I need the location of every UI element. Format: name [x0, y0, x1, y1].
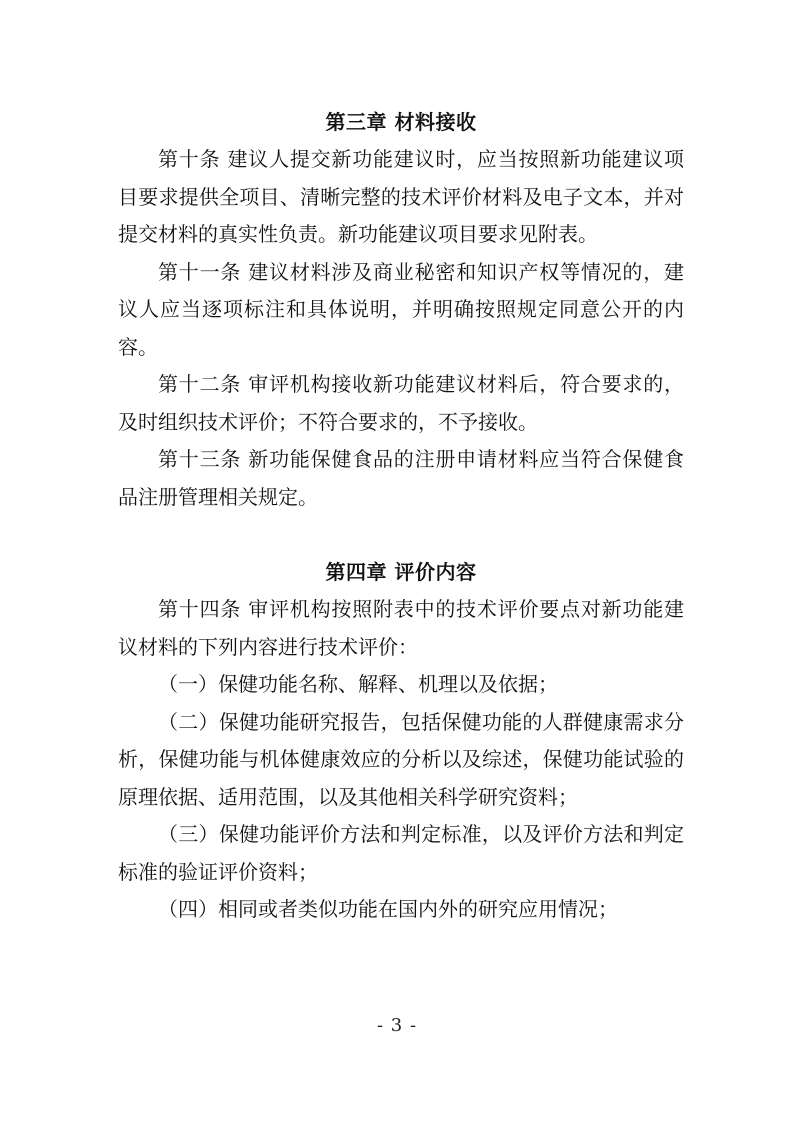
- article-11: 第十一条 建议材料涉及商业秘密和知识产权等情况的，建议人应当逐项标注和具体说明，并明确按照规定同意公开的内容。: [118, 259, 684, 359]
- item-2: （二）保健功能研究报告，包括保健功能的人群健康需求分析，保健功能与机体健康效应的分析以及综述，保健功能试验的原理依据、适用范围，以及其他相关科学研究资料；: [118, 709, 684, 809]
- item-3: （三）保健功能评价方法和判定标准，以及评价方法和判定标准的验证评价资料；: [118, 822, 684, 884]
- article-12: 第十二条 审评机构接收新功能建议材料后，符合要求的，及时组织技术评价；不符合要求的，不予接收。: [118, 372, 684, 434]
- article-10: 第十条 建议人提交新功能建议时，应当按照新功能建议项目要求提供全项目、清晰完整的技术评价材料及电子文本，并对提交材料的真实性负责。新功能建议项目要求见附表。: [118, 147, 684, 246]
- chapter-3-title: 第三章 材料接收: [325, 110, 477, 134]
- article-14: 第十四条 审评机构按照附表中的技术评价要点对新功能建议材料的下列内容进行技术评价：: [118, 597, 684, 659]
- page-content: [118, 104, 684, 929]
- chapter-4-title: 第四章 评价内容: [325, 560, 477, 584]
- section-spacer: [118, 516, 684, 554]
- item-1: （一）保健功能名称、解释、机理以及依据；: [158, 672, 558, 696]
- page-number: - 3 -: [376, 1015, 418, 1036]
- article-13: 第十三条 新功能保健食品的注册申请材料应当符合保健食品注册管理相关规定。: [118, 447, 684, 509]
- item-4: （四）相同或者类似功能在国内外的研究应用情况；: [158, 897, 618, 921]
